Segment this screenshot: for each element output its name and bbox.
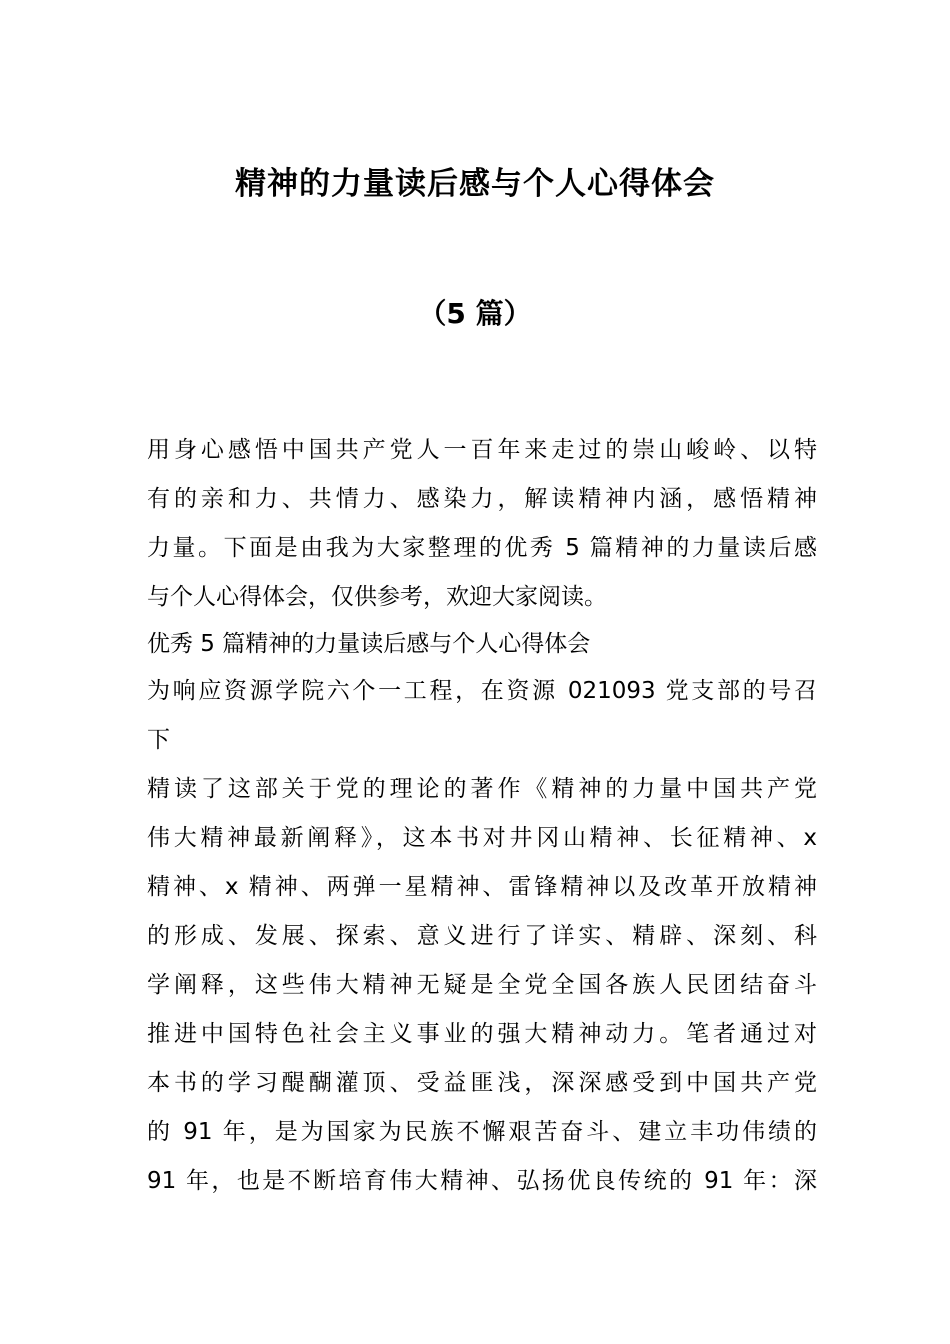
paragraph-line: 精读了这部关于党的理论的著作《精神的力量中国共产党 [147, 776, 817, 802]
paragraph-line: 伟大精神最新阐释》，这本书对井冈山精神、长征精神、x [147, 825, 817, 851]
paragraph-line: 91 年，也是不断培育伟大精神、弘扬优良传统的 91 年：深 [147, 1168, 817, 1194]
section-heading: 优秀 5 篇精神的力量读后感与个人心得体会 [147, 631, 591, 657]
paragraph-line: 有的亲和力、共情力、感染力，解读精神内涵，感悟精神 [147, 486, 817, 512]
paragraph-line: 精神、x 精神、两弹一星精神、雷锋精神以及改革开放精神 [147, 874, 817, 900]
paragraph-line: 的形成、发展、探索、意义进行了详实、精辟、深刻、科 [147, 923, 817, 949]
document-subtitle: （5 篇） [418, 297, 532, 330]
document-body [147, 426, 817, 1206]
paragraph-line: 的 91 年，是为国家为民族不懈艰苦奋斗、建立丰功伟绩的 [147, 1119, 817, 1145]
document-title: 精神的力量读后感与个人心得体会 [235, 166, 715, 202]
paragraph-line: 本书的学习醍醐灌顶、受益匪浅，深深感受到中国共产党 [147, 1070, 817, 1096]
paragraph-line: 推进中国特色社会主义事业的强大精神动力。笔者通过对 [147, 1021, 817, 1047]
paragraph-line: 用身心感悟中国共产党人一百年来走过的崇山峻岭、以特 [147, 437, 817, 463]
paragraph-line: 为响应资源学院六个一工程，在资源 021093 党支部的号召 [147, 678, 817, 704]
paragraph-line: 学阐释，这些伟大精神无疑是全党全国各族人民团结奋斗 [147, 972, 817, 998]
paragraph-line: 下 [147, 727, 170, 753]
paragraph-line: 力量。下面是由我为大家整理的优秀 5 篇精神的力量读后感 [147, 535, 817, 561]
paragraph-line: 与个人心得体会，仅供参考，欢迎大家阅读。 [147, 584, 607, 610]
